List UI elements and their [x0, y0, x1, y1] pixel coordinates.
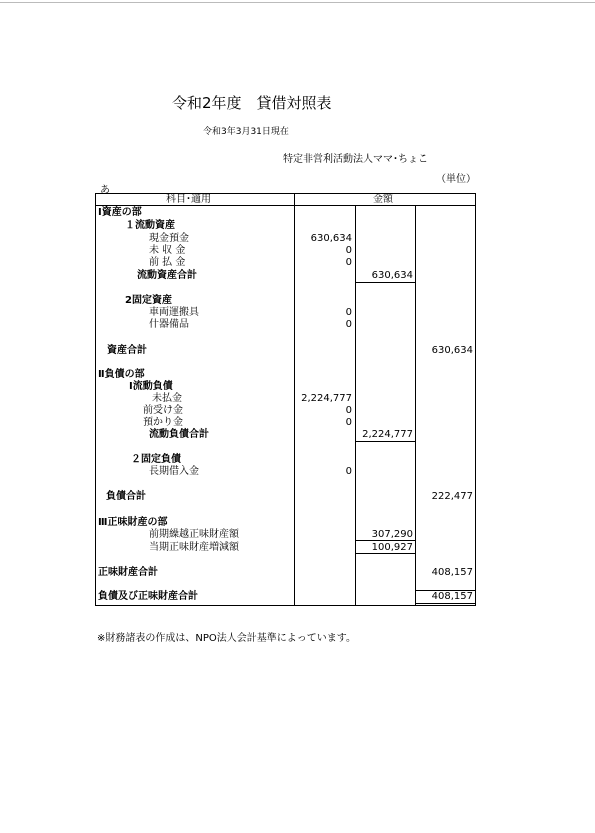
advance-received-label: 前受け金 [143, 405, 183, 416]
long-term-loans-value: 0 [345, 466, 352, 477]
cash-label: 現金預金 [149, 233, 189, 244]
current-change-label: 当期正味財産増減額 [149, 542, 239, 553]
document-title: 令和2年度 貸借対照表 [172, 94, 332, 112]
current-assets-total-line [355, 282, 415, 283]
receivable-label: 未 収 金 [149, 245, 186, 256]
fixed-liabilities-label: ２固定負債 [131, 454, 181, 465]
cash-value: 630,634 [310, 233, 352, 244]
payable-label: 未払金 [152, 393, 182, 404]
net-assets-total-label: 正味財産合計 [98, 567, 158, 578]
current-liabilities-total-label: 流動負債合計 [149, 429, 209, 440]
grand-total-value: 408,157 [431, 591, 473, 602]
assets-total-value: 630,634 [431, 345, 473, 356]
liabilities-total-label: 負債合計 [106, 491, 146, 502]
deposits-value: 0 [345, 417, 352, 428]
current-assets-total-value: 630,634 [371, 270, 413, 281]
liabilities-total-value: 222,477 [431, 491, 473, 502]
fixtures-value: 0 [345, 319, 352, 330]
organization-name: 特定非営利活動法人ママ･ちょこ [283, 154, 428, 165]
unit-label: （単位） [436, 174, 476, 185]
prepaid-label: 前 払 金 [149, 257, 186, 268]
as-of-date: 令和3年3月31日現在 [203, 127, 289, 137]
net-assets-total-value: 408,157 [431, 567, 473, 578]
header-subject: 科目･適用 [166, 194, 211, 205]
grand-total-label: 負債及び正味財産合計 [98, 591, 198, 602]
deposits-label: 預かり金 [143, 417, 183, 428]
net-assets-section-label: Ⅲ正味財産の部 [98, 517, 168, 528]
footnote: ※財務諸表の作成は、NPO法人会計基準によっています。 [97, 633, 356, 644]
header-amount: 金額 [373, 194, 393, 205]
assets-section-label: Ⅰ資産の部 [98, 207, 142, 218]
grand-total-line [415, 603, 476, 604]
liabilities-section-label: Ⅱ負債の部 [98, 369, 145, 380]
advance-received-value: 0 [345, 405, 352, 416]
current-liabilities-total-line [355, 441, 415, 442]
header-divider [95, 205, 476, 206]
long-term-loans-label: 長期借入金 [149, 466, 199, 477]
vehicles-label: 車両運搬具 [149, 307, 199, 318]
prior-net-assets-value: 307,290 [371, 529, 413, 540]
assets-total-label: 資産合計 [107, 345, 147, 356]
fixtures-label: 什器備品 [149, 319, 189, 330]
page-top-border [0, 2, 595, 3]
prepaid-value: 0 [345, 257, 352, 268]
stray-mark: あ [100, 185, 110, 196]
receivable-value: 0 [345, 245, 352, 256]
prior-net-assets-label: 前期繰越正味財産額 [149, 529, 239, 540]
current-liabilities-total-value: 2,224,777 [362, 429, 413, 440]
current-assets-label: １流動資産 [125, 220, 175, 231]
payable-value: 2,224,777 [301, 393, 352, 404]
vehicles-value: 0 [345, 307, 352, 318]
fixed-assets-label: 2固定資産 [125, 295, 172, 306]
current-change-value: 100,927 [371, 542, 413, 553]
column-divider-3 [415, 205, 416, 606]
current-liabilities-label: Ⅰ流動負債 [129, 381, 173, 392]
current-assets-total-label: 流動資産合計 [137, 270, 197, 281]
